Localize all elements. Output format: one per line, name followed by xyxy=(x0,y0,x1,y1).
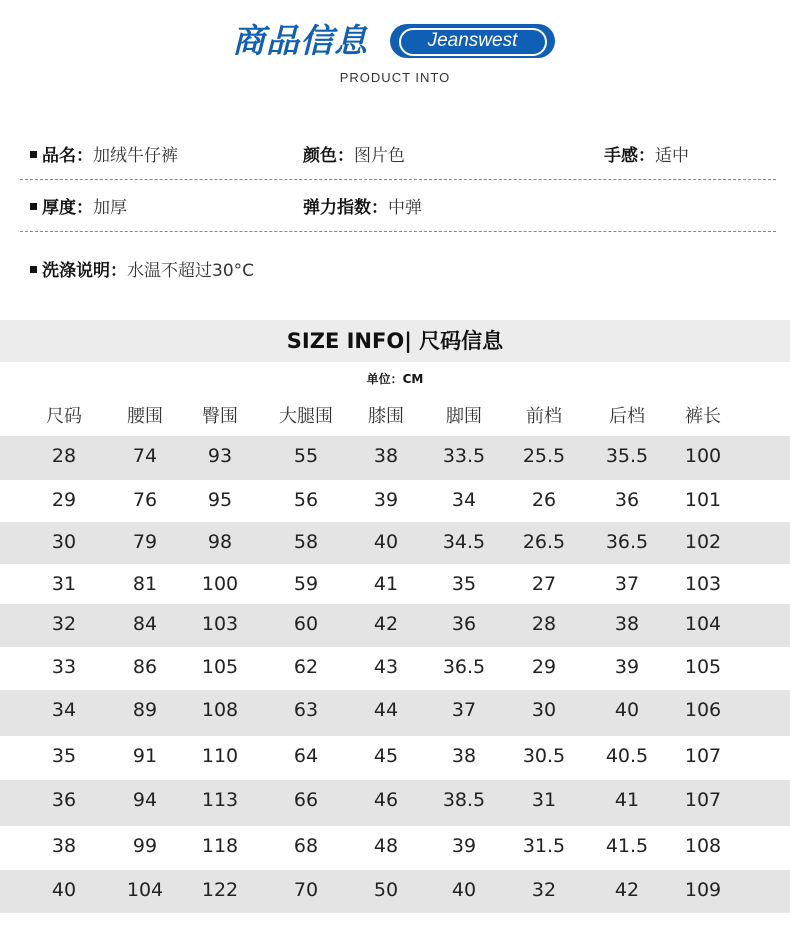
table-row xyxy=(0,690,790,736)
table-cell: 37 xyxy=(614,573,640,595)
table-cell: 35 xyxy=(451,573,477,595)
attr-value: 图片色 xyxy=(354,146,405,166)
attr-value: 加绒牛仔裤 xyxy=(93,146,178,166)
table-cell: 74 xyxy=(132,445,158,467)
table-cell: 60 xyxy=(293,613,319,635)
table-cell: 79 xyxy=(132,531,158,553)
divider xyxy=(20,179,776,180)
attr-product-name xyxy=(30,144,178,168)
table-cell: 50 xyxy=(373,879,399,901)
table-cell: 95 xyxy=(207,489,233,511)
table-cell: 105 xyxy=(201,656,239,678)
table-cell: 84 xyxy=(132,613,158,635)
table-cell: 41.5 xyxy=(605,835,649,857)
table-cell: 34 xyxy=(451,489,477,511)
table-cell: 40 xyxy=(451,879,477,901)
table-cell: 41 xyxy=(614,789,640,811)
table-row xyxy=(0,522,790,564)
table-cell: 40.5 xyxy=(605,745,649,767)
table-cell: 101 xyxy=(684,489,722,511)
attr-elasticity xyxy=(303,196,422,220)
table-cell: 39 xyxy=(373,489,399,511)
attr-key: 洗涤说明 xyxy=(42,261,110,281)
table-cell: 33 xyxy=(51,656,77,678)
table-cell: 29 xyxy=(51,489,77,511)
table-cell: 107 xyxy=(684,745,722,767)
attr-value: 加厚 xyxy=(93,198,127,218)
attr-color xyxy=(303,144,405,168)
table-cell: 48 xyxy=(373,835,399,857)
table-cell: 86 xyxy=(132,656,158,678)
table-cell: 35.5 xyxy=(605,445,649,467)
attr-sep: ： xyxy=(110,261,127,281)
column-header: 后档 xyxy=(609,406,645,427)
table-row xyxy=(0,826,790,870)
table-row xyxy=(0,780,790,826)
table-cell: 68 xyxy=(293,835,319,857)
table-cell: 110 xyxy=(201,745,239,767)
table-cell: 106 xyxy=(684,699,722,721)
table-cell: 36.5 xyxy=(442,656,486,678)
table-cell: 113 xyxy=(201,789,239,811)
table-cell: 63 xyxy=(293,699,319,721)
table-cell: 26 xyxy=(531,489,557,511)
table-cell: 38 xyxy=(451,745,477,767)
table-cell: 70 xyxy=(293,879,319,901)
attr-value: 适中 xyxy=(655,146,689,166)
bullet-icon xyxy=(30,203,37,210)
attr-washing xyxy=(30,259,254,283)
attr-key: 弹力指数 xyxy=(303,198,371,218)
attr-key: 手感 xyxy=(604,146,638,166)
table-cell: 122 xyxy=(201,879,239,901)
table-header-row xyxy=(0,392,790,436)
column-header: 腰围 xyxy=(127,406,163,427)
brand-logo-text: Jeanswest xyxy=(427,30,518,51)
column-header: 尺码 xyxy=(46,406,82,427)
column-header: 裤长 xyxy=(685,406,721,427)
table-cell: 62 xyxy=(293,656,319,678)
table-cell: 31 xyxy=(531,789,557,811)
size-table xyxy=(0,392,790,913)
attr-value: 水温不超过30°C xyxy=(127,261,255,281)
attr-sep: ： xyxy=(371,198,388,218)
table-cell: 26.5 xyxy=(522,531,566,553)
attr-feel xyxy=(604,144,689,168)
table-row xyxy=(0,436,790,480)
table-cell: 38 xyxy=(51,835,77,857)
table-cell: 36 xyxy=(51,789,77,811)
table-cell: 118 xyxy=(201,835,239,857)
brand-logo xyxy=(390,24,555,58)
table-cell: 104 xyxy=(684,613,722,635)
table-cell: 25.5 xyxy=(522,445,566,467)
table-cell: 36.5 xyxy=(605,531,649,553)
table-cell: 56 xyxy=(293,489,319,511)
table-cell: 59 xyxy=(293,573,319,595)
table-cell: 41 xyxy=(373,573,399,595)
table-cell: 39 xyxy=(451,835,477,857)
table-cell: 29 xyxy=(531,656,557,678)
table-cell: 36 xyxy=(451,613,477,635)
table-cell: 35 xyxy=(51,745,77,767)
attr-key: 颜色 xyxy=(303,146,337,166)
table-cell: 28 xyxy=(51,445,77,467)
table-cell: 27 xyxy=(531,573,557,595)
column-header: 臀围 xyxy=(202,406,238,427)
table-cell: 105 xyxy=(684,656,722,678)
bullet-icon xyxy=(30,151,37,158)
table-cell: 31.5 xyxy=(522,835,566,857)
attr-sep: ： xyxy=(337,146,354,166)
column-header: 脚围 xyxy=(446,406,482,427)
table-cell: 55 xyxy=(293,445,319,467)
size-info-band xyxy=(0,320,790,362)
table-cell: 42 xyxy=(373,613,399,635)
table-cell: 36 xyxy=(614,489,640,511)
column-header: 大腿围 xyxy=(279,406,333,427)
table-cell: 103 xyxy=(201,613,239,635)
attr-sep: ： xyxy=(76,146,93,166)
table-cell: 76 xyxy=(132,489,158,511)
table-cell: 99 xyxy=(132,835,158,857)
table-cell: 100 xyxy=(684,445,722,467)
table-cell: 66 xyxy=(293,789,319,811)
table-cell: 42 xyxy=(614,879,640,901)
attr-key: 厚度 xyxy=(42,198,76,218)
table-row xyxy=(0,870,790,913)
column-header: 膝围 xyxy=(368,406,404,427)
table-cell: 30 xyxy=(51,531,77,553)
table-cell: 108 xyxy=(201,699,239,721)
table-cell: 81 xyxy=(132,573,158,595)
table-cell: 104 xyxy=(126,879,164,901)
table-cell: 30 xyxy=(531,699,557,721)
page-subtitle: PRODUCT INTO xyxy=(339,70,451,85)
table-cell: 108 xyxy=(684,835,722,857)
table-cell: 103 xyxy=(684,573,722,595)
table-row xyxy=(0,736,790,780)
table-cell: 40 xyxy=(614,699,640,721)
table-row xyxy=(0,564,790,604)
column-header: 前档 xyxy=(526,406,562,427)
attr-thickness xyxy=(30,196,127,220)
table-cell: 93 xyxy=(207,445,233,467)
table-cell: 94 xyxy=(132,789,158,811)
table-cell: 100 xyxy=(201,573,239,595)
table-cell: 46 xyxy=(373,789,399,811)
table-cell: 107 xyxy=(684,789,722,811)
table-cell: 33.5 xyxy=(442,445,486,467)
table-cell: 40 xyxy=(373,531,399,553)
table-cell: 58 xyxy=(293,531,319,553)
divider xyxy=(20,231,776,232)
table-row xyxy=(0,604,790,647)
table-cell: 102 xyxy=(684,531,722,553)
table-cell: 64 xyxy=(293,745,319,767)
table-cell: 43 xyxy=(373,656,399,678)
table-row xyxy=(0,647,790,690)
table-cell: 34 xyxy=(51,699,77,721)
table-cell: 38 xyxy=(614,613,640,635)
table-cell: 98 xyxy=(207,531,233,553)
table-cell: 38 xyxy=(373,445,399,467)
size-info-title: SIZE INFO| 尺码信息 xyxy=(286,329,504,353)
unit-label: 单位：CM xyxy=(366,372,424,386)
table-cell: 31 xyxy=(51,573,77,595)
table-cell: 34.5 xyxy=(442,531,486,553)
table-cell: 45 xyxy=(373,745,399,767)
table-cell: 32 xyxy=(51,613,77,635)
attr-sep: ： xyxy=(76,198,93,218)
bullet-icon xyxy=(30,266,37,273)
table-cell: 89 xyxy=(132,699,158,721)
table-cell: 44 xyxy=(373,699,399,721)
table-cell: 109 xyxy=(684,879,722,901)
table-cell: 91 xyxy=(132,745,158,767)
page-title: 商品信息 xyxy=(232,21,368,60)
attr-sep: ： xyxy=(638,146,655,166)
table-cell: 38.5 xyxy=(442,789,486,811)
table-cell: 39 xyxy=(614,656,640,678)
table-cell: 28 xyxy=(531,613,557,635)
table-row xyxy=(0,480,790,522)
table-cell: 40 xyxy=(51,879,77,901)
table-cell: 37 xyxy=(451,699,477,721)
attr-value: 中弹 xyxy=(388,198,422,218)
table-cell: 32 xyxy=(531,879,557,901)
table-cell: 30.5 xyxy=(522,745,566,767)
attr-key: 品名 xyxy=(42,146,76,166)
